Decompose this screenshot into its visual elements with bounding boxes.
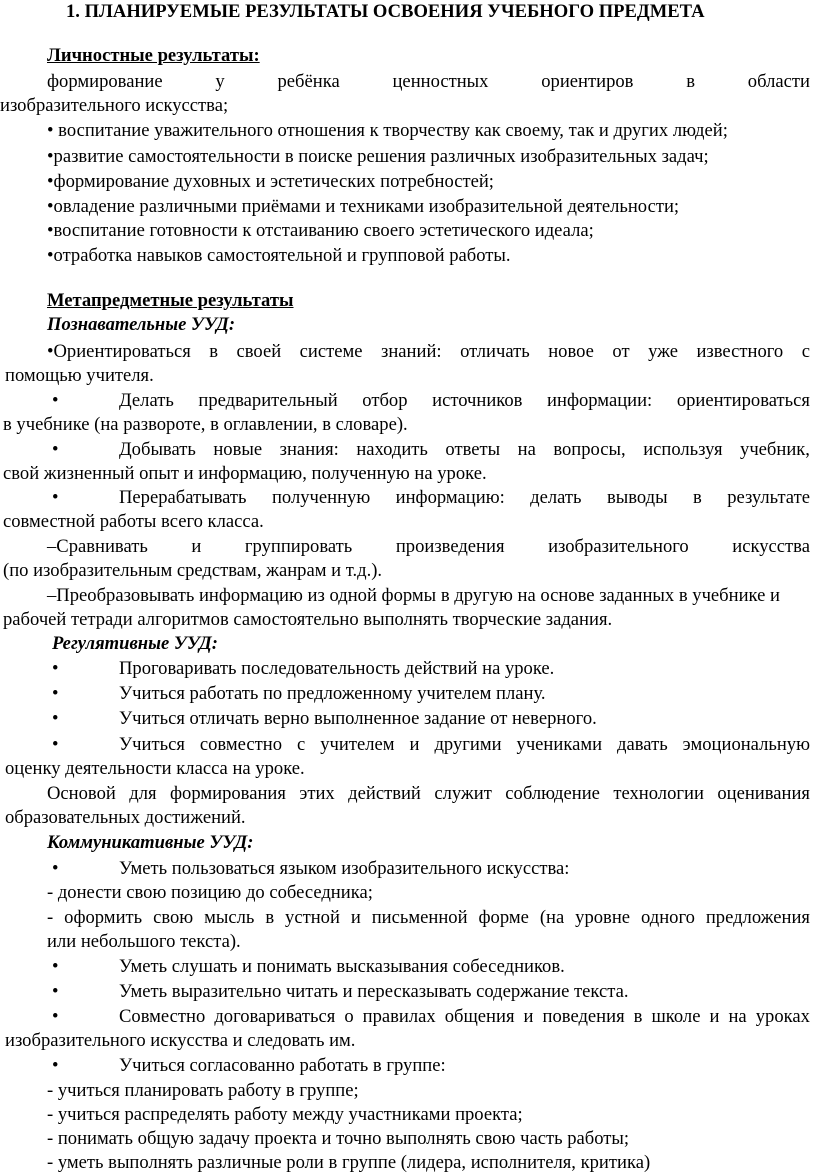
- regulatory-note-continuation: образовательных достижений.: [5, 807, 246, 828]
- list-item: •развитие самостоятельности в поиске решения различных изобразительных задач;: [47, 146, 709, 167]
- list-item-continuation: (по изобразительным средствам, жанрам и т.д.).: [3, 560, 383, 581]
- list-item: Делать предварительный отбор источников информации: ориентироваться: [119, 390, 810, 411]
- bullet-icon: •: [52, 390, 59, 411]
- list-item: Перерабатывать полученную информацию: делать выводы в результате: [119, 487, 810, 508]
- meta-results-heading: Метапредметные результаты: [47, 290, 294, 311]
- list-item: - учиться планировать работу в группе;: [47, 1080, 359, 1101]
- list-item-continuation: изобразительного искусства и следовать им.: [5, 1030, 356, 1051]
- bullet-icon: •: [52, 981, 59, 1002]
- list-item: –Сравнивать и группировать произведения изобразительного искусства: [47, 536, 810, 557]
- list-item-continuation: помощью учителя.: [5, 365, 154, 386]
- bullet-icon: •: [52, 683, 59, 704]
- list-item: Уметь выразительно читать и пересказывать содержание текста.: [119, 981, 629, 1002]
- list-item-continuation: рабочей тетради алгоритмов самостоятельно выполнять творческие задания.: [3, 609, 613, 630]
- list-item: •овладение различными приёмами и техниками изобразительной деятельности;: [47, 196, 680, 217]
- bullet-icon: •: [52, 1006, 59, 1027]
- list-item-continuation: оценку деятельности класса на уроке.: [5, 758, 305, 779]
- regulatory-note: Основой для формирования этих действий служит соблюдение технологии оценивания: [47, 783, 810, 804]
- list-item: •воспитание готовности к отстаиванию своего эстетического идеала;: [47, 220, 594, 241]
- list-item: - донести свою позицию до собеседника;: [47, 882, 373, 903]
- list-item-continuation: изобразительного искусства;: [0, 95, 229, 116]
- bullet-icon: •: [52, 1055, 59, 1076]
- bullet-icon: •: [52, 956, 59, 977]
- list-item: Учиться работать по предложенному учителем плану.: [119, 683, 546, 704]
- list-item: Уметь пользоваться языком изобразительного искусства:: [119, 858, 570, 879]
- list-item-continuation: в учебнике (на развороте, в оглавлении, в словаре).: [3, 414, 408, 435]
- list-item: формирование у ребёнка ценностных ориентиров в области: [47, 71, 810, 92]
- personal-results-heading: Личностные результаты:: [47, 45, 260, 66]
- list-item: - учиться распределять работу между участниками проекта;: [47, 1104, 523, 1125]
- list-item: Учиться согласованно работать в группе:: [119, 1055, 446, 1076]
- list-item: Добывать новые знания: находить ответы на вопросы, используя учебник,: [119, 439, 810, 460]
- list-item-continuation: свой жизненный опыт и информацию, полученную на уроке.: [3, 463, 487, 484]
- list-item: Учиться совместно с учителем и другими учениками давать эмоциональную: [119, 734, 810, 755]
- bullet-icon: •: [52, 439, 59, 460]
- list-item: –Преобразовывать информацию из одной формы в другую на основе заданных в учебнике и: [47, 585, 780, 606]
- list-item: •формирование духовных и эстетических потребностей;: [47, 171, 494, 192]
- list-item: Уметь слушать и понимать высказывания собеседников.: [119, 956, 565, 977]
- list-item: • воспитание уважительного отношения к творчеству как своему, так и других людей;: [47, 120, 728, 141]
- list-item: Совместно договариваться о правилах общения и поведения в школе и на уроках: [119, 1006, 810, 1027]
- communicative-heading: Коммуникативные УУД:: [47, 832, 254, 853]
- bullet-icon: •: [52, 734, 59, 755]
- bullet-icon: •: [52, 708, 59, 729]
- list-item: - уметь выполнять различные роли в группе (лидера, исполнителя, критика): [47, 1152, 651, 1173]
- list-item-continuation: совместной работы всего класса.: [3, 511, 264, 532]
- list-item: - оформить свою мысль в устной и письменной форме (на уровне одного предложения: [47, 907, 810, 928]
- regulatory-heading: Регулятивные УУД:: [52, 633, 218, 654]
- bullet-icon: •: [52, 487, 59, 508]
- bullet-icon: •: [52, 658, 59, 679]
- list-item: Учиться отличать верно выполненное задание от неверного.: [119, 708, 597, 729]
- list-item: Проговаривать последовательность действий на уроке.: [119, 658, 555, 679]
- cognitive-heading: Познавательные УУД:: [47, 314, 236, 335]
- document-title: 1. ПЛАНИРУЕМЫЕ РЕЗУЛЬТАТЫ ОСВОЕНИЯ УЧЕБНОГО ПРЕДМЕТА: [66, 1, 705, 22]
- list-item: - понимать общую задачу проекта и точно выполнять свою часть работы;: [47, 1128, 630, 1149]
- list-item: •отработка навыков самостоятельной и групповой работы.: [47, 245, 511, 266]
- list-item-continuation: или небольшого текста).: [47, 931, 241, 952]
- list-item: •Ориентироваться в своей системе знаний: отличать новое от уже известного с: [47, 341, 810, 362]
- bullet-icon: •: [52, 858, 59, 879]
